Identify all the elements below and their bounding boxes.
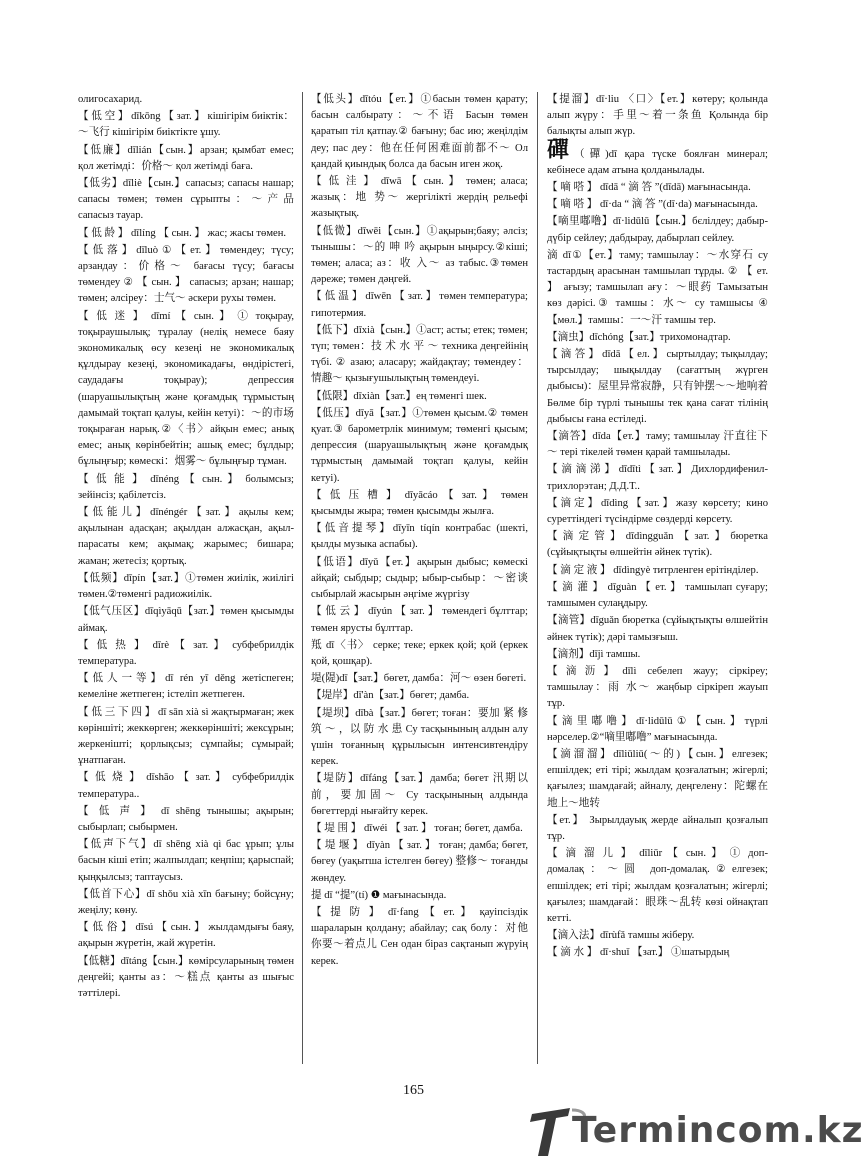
dictionary-entry: 【堤防】dīfáng【зат.】дамба; бөгет 汛期以前，要加固～ Су тасқынының алдында бөгеттерді нығайту керек. (311, 773, 528, 817)
dictionary-entry: 【低音提琴】dīyīn tíqín контрабас (шекті, қылды музыка аспабы). (311, 523, 528, 551)
dictionary-entry: 【 滴 灌 】 dīguàn 【 ет. 】 тамшылап суғару; тамшымен сулаңдыру. (547, 581, 768, 610)
dictionary-entry: 【低首下心】dī shǒu xià xīn бағыну; бойсұну; жеңілу; көну. (78, 888, 294, 916)
dictionary-entry: 【 滴 溜 溜 】 dīliūliū( ～ 的 ) 【 сын. 】 елгезек; епшілдек; еті тірі; жылдам қозғалатын; жігерлі; қағылез; шамдағай; айналу, деңгелену：陀螺在地上～地转 (547, 748, 768, 809)
dictionary-entry: 【低头】dītóu【ет.】①басын төмен қарату; басын салбырату：～不语 Басын төмен қаратып тіл қатпау.② бағыну; бас ию; жеңілдім деу; пас деу：他在任何困难面前都不～ Ол қандай қиындық болса да басын иген жоқ. (311, 94, 528, 170)
dictionary-entry: 【 低 空 】 dīkōng 【 зат. 】 кішігірім биіктік：～飞行 кішігірім биіктікте ұшу. (78, 111, 294, 139)
dictionary-entry: 【低微】dīwēi【сын.】①ақырын;баяу; әлсіз; тынышы：～的 呻 吟 ақырын ыңырсу.②кіші; төмен; аласа; аз：收 入～ аз табыс.③төмен дәреже; төмен дәңгей. (311, 225, 528, 286)
headword-glyph: 磾 (547, 136, 574, 162)
dictionary-entry: 【 嘀 嗒 】 dīdā “ 滴 答 ”(dīdā) мағынасында. (547, 182, 751, 194)
dictionary-entry: 【堤坝】dībà【зат.】бөгет; тоған：要加 紧 修 筑 ～ ，以 防 水 患 Су тасқынының алдын алу үшін тоғанның құрылысын интенсивтендіру керек. (311, 707, 528, 768)
dictionary-entry: 【 滴 定 液 】 dīdìngyè титрленген ерітінділер. (547, 564, 759, 576)
dictionary-entry: 【 低 压 槽 】 dīyācáo 【 зат. 】 төмен қысымды жыра; төмен қысымды жылға. (311, 489, 528, 518)
dictionary-entry: 【 滴 答 】 dīdā 【 ел. 】 сыртылдау; тықылдау; тырсылдау; шықылдау (сағаттың жүрген дыбысы)：屋里异常寂静，只有钟摆～～地响着 Бөлме бір түрлі тынышы тек қана сағат тілінің дыбысы ғана естіледі. (547, 349, 768, 425)
dictionary-entry: 【滴里嘟噜】dī·lidūlū①【сын.】түрлі нәрселер.②“嘀里嘟噜” мағынасында. (547, 715, 768, 743)
dictionary-entry: 【 低 俗 】 dīsú 【 сын. 】 жылдамдығы баяу, ақырын жүретін, жай жүретін. (78, 922, 294, 950)
dictionary-entry: 【低语】dīyǔ【ет.】ақырын дыбыс; көмескі айқай; сыбдыр; сыдыр; ыбыр-сыбыр：～密谈 сыбырлай жасырын әңгіме жүргізу (311, 556, 528, 601)
dictionary-entry: 【 提 防 】 dī·fang 【 ет. 】 қауіпсіздік шараларын қолдану; абайлау; сақ болу：对他你要～着点儿 Сен одан біраз сақтанып жүруің керек. (311, 906, 528, 967)
dictionary-entry: 磾（磾)dī қара түске боялған минерал; кебінесе адам атына қолданылады. (547, 136, 768, 176)
dictionary-entry: 【低下】dīxià【сын.】①аст; асты; етек; төмен; түп; төмен：技 术 水 平 ～ техника деңгейінің түбі. ② азаю; аласару; жайдақтау; төмендеу：情趣～ қызығушылықтың төмендеуі. (311, 324, 528, 385)
dictionary-entry: 【提溜】dī·liu 〈口〉【ет.】көтеру; қолында алып жүру：手里～着一条鱼 Қолында бір балықты алып жүр. (547, 94, 768, 138)
dictionary-entry: 【 低 热 】 dīrè 【 зат. 】 субфебрилдік температура. (78, 639, 294, 667)
dictionary-entry: 【低频】dīpín【зат.】①төмен жиілік, жиілігі төмен.②төменгі радиожиілік. (78, 572, 294, 601)
dictionary-entry: олигосахарид. (78, 94, 143, 105)
dictionary-entry: 【滴管】dīguǎn бюретка (сұйықтықты өлшейтін әйнек түтік); дәрі тамызғыш. (547, 615, 768, 643)
dictionary-column-2 (311, 92, 528, 1072)
dictionary-entry: 【堤岸】dī'àn【зат.】бөгет; дамба. (311, 690, 470, 702)
dictionary-entry: 【 低 三 下 四 】 dī sān xià sì жақтырмаған; жек көріншіті; жеккөрген; жеккөріншіті; жексұрын; жеркенішті; қорлықсыз; сұмпайы; сұмырай; ұнатпаған. (78, 706, 294, 767)
dictionary-entry: 【 堤 堰 】 dīyàn 【 зат. 】 тоған; дамба; бөгет, бөгеу (уақытша істелген бөгеу) 整修～ тоғанды жөндеу. (311, 840, 528, 884)
dictionary-entry: 【滴答】dīda【ет.】таму; тамшылау 汗直往下～ тері тікелей төмен қарай тамшылады. (547, 431, 768, 459)
dictionary-column-1 (78, 92, 294, 1072)
dictionary-entry: 【 嘀 嗒 】 dī·da “ 滴 答 ”(dī·da) мағынасында. (547, 199, 758, 211)
dictionary-entry: 【 低 云 】 dīyún 【 зат. 】 төмендегі бұлттар; төмен ярусты бұлттар. (311, 606, 528, 634)
dictionary-entry: 【低限】dīxiàn【зат.】ең төменгі шек. (311, 390, 487, 402)
dictionary-entry: 滴 dī①【ет.】таму; тамшылау：～水穿石 су тастардың арасынан тамшылап тұрды. ② 【 ет. 】 ағызу; тамшылап ағу：～眼药 Тамызатын көз дәрісі.③ тамшы：水～ су тамшысы ④【мөл.】тамшы：一～汗 тамшы тер. (547, 249, 768, 326)
dictionary-entry: 【滴定管】dīdìngguǎn【зат.】бюретка (сұйықтықты өлшейтін әйнек түтік). (547, 531, 768, 559)
dictionary-entry: 【 低 洼 】 dīwā 【 сын. 】 төмен; аласа; жазық：地 势～ жергілікті жердің рельефі жазықтық. (311, 176, 528, 220)
dictionary-entry: 【 滴 溜 儿 】 dīliūr 【 сын. 】 ① доп-домалақ：～圆 доп-домалақ.②елгезек; епшілдек; еті тірі; жылдам қозғалатын; жігерлі; қағылез; шамдағай：眼珠～乱转 көзі ойнақтап кетті. (547, 848, 768, 924)
page-number: 165 (403, 1083, 424, 1098)
column-divider (302, 92, 303, 1064)
dictionary-entry: 【低能儿】dīnéngér【зат.】ақылы кем; ақылынан адасқан; ақылдан алжасқан, ақыл-парасаты кем; ақымақ; жарымес; бишара; жаман; жетесіз; қортық. (78, 507, 294, 567)
dictionary-entry: 【滴沥】dīlì себелеп жауу; сіркіреу; тамшылау：雨 水～ жаңбыр сіркіреп жауып тұр. (547, 665, 768, 710)
dictionary-entry: 【滴剂】dījì тамшы. (547, 648, 641, 660)
dictionary-entry: 【滴定】dīdìng【зат.】жазу көрсету; кино суреттіндегі түсіндірме сөздерді көрсету. (547, 497, 768, 526)
dictionary-entry: 【 堤 围 】 dīwéi 【 зат. 】 тоған; бөгет, дамба. (311, 822, 523, 834)
dictionary-entry: 【 低 声 】 dī shēng тынышы; ақырын; сыбырлап; сыбырмен. (78, 805, 294, 833)
dictionary-entry: 【低压】dīyā【зат.】①төмен қысым.② төмен қуат.③ барометрлік минимум; төменгі қысым; депрессия (шаруашылықтың және қоғамдық тұрмыстың дамымай тоқтап қалуы, кейін кетуі). (311, 407, 528, 484)
dictionary-entry: 【低声下气】dī shēng xià qì бас ұрып; ұлы басын кіші етіп; жалпылдап; кеңпіш; қарыспай; қыңқылсыз; таптаусыз. (78, 839, 294, 883)
dictionary-entry: 【 低 能 】 dīnéng 【 сын. 】 болымсыз; зейінсіз; қабілетсіз. (78, 473, 294, 501)
watermark-text: Termincom.kz (572, 1110, 864, 1151)
watermark-logo (524, 1104, 864, 1162)
dictionary-entry: 【低人一等】dī rén yī děng жетіспеген; кемеліне жетпеген; істеліп жетпеген. (78, 673, 294, 701)
dictionary-entry: 【 滴 滴 涕 】 dīdītì 【 зат. 】 Дихлордифенил- трихлорэтан; Д.Д.Т.. (547, 464, 768, 492)
dictionary-entry: 【 低 迷 】 dīmí 【 сын. 】 ① тоқырау, тоқыраушылық; тұралау (неліқ немесе баяу экономикалық өсу кезеңі не экономикалық құлдырау кезеңі, экономикадағы, өндірістегі, саудадағы тоқырау); депрессия (шаруашылықтың және қоғамдық тұрмыстың дамымай тоқтап қалуы, кейін кетуі)：～的市场 тоқыраған нарық.②〈书〉айқын емес; анық емес; анық көрінбейтін; ашық емес; бұлдыр; бұлыңғыр; көмескі：烟雾～ бұлыңғыр тұман. (78, 310, 294, 468)
dictionary-entry: 【低廉】dīlián【сын.】арзан; қымбат емес; қол жетімді：价格～ қол жетімді баға. (78, 144, 294, 172)
dictionary-entry: 【滴入法】dīrùfǎ тамшы жіберу. (547, 930, 695, 942)
dictionary-entry: 【低落】dīluò①【ет.】төмендеу; түсу; арзандау：价格～ бағасы түсу; бағасы төмендеу ② 【 сын. 】 сапасыз; арзан; нашар; төмен; әлсіреу：士气～ әскери рухы төмен. (78, 244, 294, 305)
dictionary-entry: 【 低 烧 】 dīshāo 【 зат. 】 субфебрилдік температура.. (78, 772, 294, 800)
dictionary-entry: 【滴虫】dīchóng【зат.】трихомонадтар. (547, 331, 731, 343)
dictionary-entry: 【低劣】dīliè【сын.】сапасыз; сапасы нашар; сапасы төмен; төмен сұрыпты：～产品 сапасыз тауар. (78, 178, 294, 222)
dictionary-entry: 【低气压区】dīqìyāqū【зат.】төмен қысымды аймақ. (78, 606, 294, 634)
dictionary-entry: 【 低 温 】 dīwēn 【 зат. 】 төмен температура; гипотермия. (311, 291, 528, 319)
dictionary-entry: 羝 dī〈书〉 серке; теке; еркек қой; қой (еркек қой, қошқар). (311, 639, 528, 667)
dictionary-column-3 (547, 92, 768, 1072)
dictionary-entry: 【ет.】 Зырылдауық жерде айналып қозғалып тұр. (547, 814, 768, 842)
dictionary-entry: 【 低 龄 】 dīlíng 【 сын. 】 жас; жасы төмен. (78, 227, 287, 239)
dictionary-entry: 【低糖】dītáng【сын.】көмірсуларының төмен деңгейі; қанты аз：～糕点 қанты аз шығыс тәттілері. (78, 955, 294, 999)
dictionary-entry: 堤(隄)dī【зат.】бөгет, дамба：河～ өзен бөгеті. (311, 673, 527, 685)
dictionary-entry: 【 滴 水 】 dī·shuǐ 【зат.】 ①шатырдың (547, 947, 730, 959)
dictionary-entry: 提 dī “提”(tí) ❶ мағынасында. (311, 889, 447, 901)
column-divider (537, 92, 538, 1064)
dictionary-entry: 【嘀里嘟噜】dī·lidūlū【сын.】бєлілдеу; дабыр-дүбір сейлеу; дабдырау, дабырлап сейлеу. (547, 216, 768, 244)
